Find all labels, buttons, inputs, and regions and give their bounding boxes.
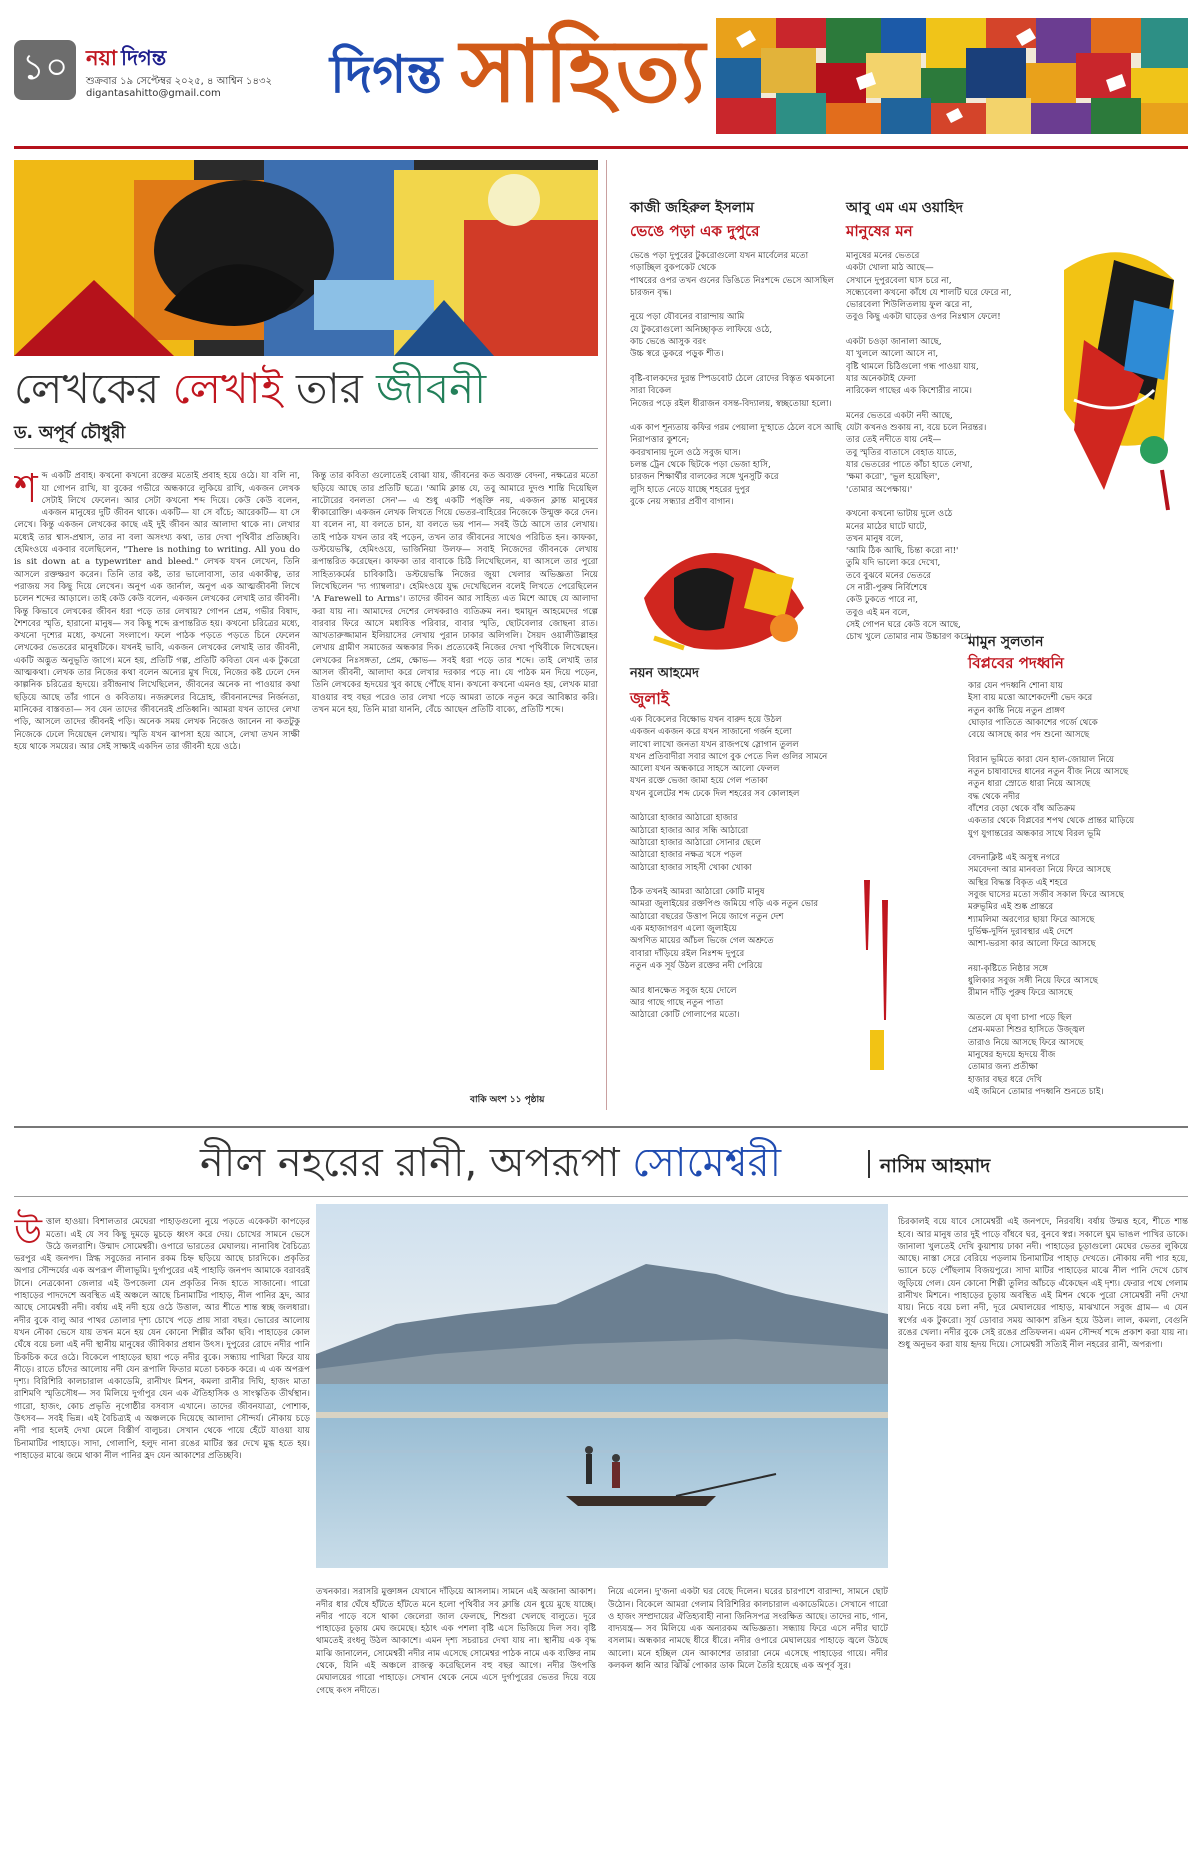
article2-col-mid1-text: তখনকার। সরাসরি মুক্তাঙ্গন যেখানে দাঁড়িয়ে আসলাম। সামনে এই অজানা আকাশ। নদীর ধার ঘেঁষে হাঁটতে হাঁটতে মনে হলো পৃথিবীর সব ক্লান্তি যেন ধুয়ে মুছে যাচ্ছে। নদীর পাড়ে বসে থাকা জেলেরা জাল ফেলছে, শিশুরা খেলছে বালুতে। দূরে পাহাড়ের চূড়ায় মেঘ জমেছে। হঠাৎ এক পশলা বৃষ্টি এসে ভিজিয়ে দিল সব। বৃষ্টি থামতেই রংধনু উঠল আকাশে। এমন দৃশ্য সচরাচর দেখা যায় না। স্থানীয় এক বৃদ্ধ মাঝি জানালেন, সোমেশ্বরী নদীর নাম এসেছে সোমেশ্বর পাঠক নামে এক ব্যক্তির নাম থেকে, যিনি এই অঞ্চলে রাজত্ব করেছিলেন বহু বছর আগে। নদীর উৎপত্তি মেঘালয়ের গারো পাহাড়ে। সেখান থেকে নেমে এসে দুর্গাপুরের ভেতর দিয়ে বয়ে গেছে কংস নদীতে। [316,1587,596,1696]
article1-continued: বাকি অংশ ১১ পৃষ্ঠায় [470,1095,545,1105]
article1-author-rule [14,448,598,449]
page-number: ১০ [21,47,69,88]
article1-col1-text: ব্দ একটি প্রবাহ। কখনো কখনো রক্তের মতোই প্রবাহ হয়ে ওঠে। যা বলি না, যা গোপন রাখি, যা বুকের গভীরে অন্ধকারে লুকিয়ে রাখি, একজন লেখক সেটাই লিখে ফেলেন। আর সেটা কখনো শব্দ দিয়ে। কেউ কেউ বলেন, একজন মানুষের দুটি জীবন থাকে। একটি— যা সে বাঁচে; আরেকটি— যা সে লেখে। কিন্তু একজন লেখকের কাছে এই দুই জীবন আর আলাদা থাকে না। লেখার মধ্যেই তার শ্বাস-প্রশ্বাস, তার না বলা অসংখ্য কথা, তার দেখা পৃথিবীর প্রতিচ্ছবি। হেমিংওয়ে একবার বলেছিলেন, "There is nothing to writing. All you do is sit down at a typewriter and bleed." লেখক যখন লেখেন, তিনি আসলে রক্তক্ষরণ করেন। তিনি তার কষ্ট, তার ভালোবাসা, তার একাকীত্ব, তার পরাজয় সব কিছু দিয়ে লেখেন। অনুপ এক জার্নাল, অনুপ এক আত্মজীবনী লিখে চলেন শব্দের আড়ালে। তাই কেউ কেউ বলেন, একজন লেখকের লেখাই তার জীবনী। কিন্তু কিভাবে লেখকের জীবন ধরা পড়ে তার লেখায়? গোপন প্রেম, গভীর বিষাদ, শৈশবের স্মৃতি, হারানো মানুষ— সব কিছু শব্দে রূপান্তরিত হয়। কখনো চরিত্রের মধ্যে, কখনো দৃশ্যের মধ্যে, কখনো সংলাপে। ফলে পাঠক পড়তে পড়তে চিনে ফেলেন লেখকের ভেতরের মানুষটিকে। যখনই ভাবি, একজন লেখকের লেখাই তার জীবনী, একটি অদ্ভুত অনুভূতি জাগে। মনে হয়, প্রতিটি গল্প, প্রতিটি কবিতা যেন এক টুকরো আত্মকথা। লেখক তার নিজের কথা বলেন অন্যের মুখ দিয়ে, নিজের কষ্ট ঢেলে দেন কাল্পনিক চরিত্রের হৃদয়ে। রবীন্দ্রনাথ লিখেছিলেন, জীবনের অনেক না পাওয়ার কথা ছড়িয়ে আছে তাঁর গানে ও কবিতায়। নজরুলের বিদ্রোহ, জীবনানন্দের নির্জনতা, মানিকের বাস্তবতা— সব যেন তাদের জীবনেরই প্রতিধ্বনি। আমরা যখন তাদের লেখা পড়ি, আসলে তাদের জীবনই পড়ি। অনেক সময় লেখক নিজেও জানেন না কতটুকু নিজেকে ঢেলে দিয়েছেন লেখায়। স্মৃতি যখন ঝাপসা হয়ে আসে, লেখা তখন সাক্ষী হয়ে থাকে সময়ের। আর সেই সাক্ষ্যই একদিন তার জীবনী হয়ে ওঠে। [14,471,300,752]
newspaper-logo [86,42,166,77]
date-line: শুক্রবার ১৯ সেপ্টেম্বর ২০২৫, ৪ আশ্বিন ১৪৩২ [86,76,273,87]
poem4-poet: মামুন সুলতান [968,634,1044,650]
article2-author-separator [868,1150,870,1178]
poem2-title: মানুষের মন [846,222,913,240]
headline-word-4: জীবনী [376,364,487,413]
article2-column-left [14,1204,310,1858]
section-title-word-2: সাহিত্য [460,20,708,122]
article1-author: ড. অপূর্ব চৌধুরী [14,423,126,443]
masthead [0,0,1200,148]
article2-headline-part-1: নীল নহরের রানী, অপরূপা [200,1140,620,1186]
poem3-poet: নয়ন আহমেদ [630,666,699,681]
poem-abstract-painting-middle [634,538,830,656]
headline-word-3: তার [295,364,363,413]
article2-column-mid-2 [608,1574,888,1858]
section-email[interactable]: digantasahitto@gmail.com [86,88,221,99]
article2-headline-part-2: সোমেশ্বরী [632,1140,782,1186]
logo-part-1: নয়া [86,46,117,70]
article-abstract-painting [14,160,598,356]
article2-headline [200,1136,781,1190]
article1-column-2 [312,458,598,1088]
article1-dropcap: শ [14,466,38,513]
headline-word-1: লেখকের [14,364,160,413]
article1-column-1 [14,458,300,1106]
page-number-box [14,40,76,100]
headline-word-2: লেখাই [172,364,283,413]
section-title [330,22,707,132]
poem4-title: বিপ্লবের পদধ্বনি [968,654,1064,672]
somesshwari-river-photo [316,1204,888,1568]
poem1-text: ভেঙে পড়া দুপুরের টুকরোগুলো যখন মার্বেলের মতো গড়াচ্ছিল বুকপকেট থেকে পাথরের ওপর তখন গুনের ডিঙিতে নিঃশব্দে ভেসে আসছিল চারজন বৃদ্ধ। নুয়ে পড়া যৌবনের বারান্দায় আমি যে টুকরোগুলো অনিচ্ছাকৃত লাফিয়ে ওঠে, কাচ ভেঙে আসুক বরং উচ্চ স্বরে ডুকরে পড়ুক শীত। বৃষ্টি-বালকদের দুরন্ত স্পিডবোট ঠেলে রোদের বিস্তৃত থমকানো সারা বিকেল নিজের পড়ে রইল ধীরাজন বসন্ত-বিদ্যালয়, স্বচ্ছতোয়া হলো। এক কাপ শূন্যতায় কফির গরম পেয়ালা দু'হাতে ঠেলে বসে আছি নিরাপত্তার কুশনে; কবরখানায় দুলে ওঠে সবুজ ঘাস। চলন্ত ট্রেন থেকে ছিটকে পড়া ভেজা হাসি, চারজন শিক্ষার্থীর বালকের সঙ্গে খুনসুটি করে লুসি হাতে নেড়ে যাচ্ছে শহরের দুপুর বুকে নেয় সন্ধ্যার প্রবীণ বাগান। [630,251,842,507]
header-rule [14,146,1188,149]
article2-col-mid2-text: নিয়ে এলেন। দু'জনা একটা ঘর বেছে দিলেন। ঘরের চারপাশে বারান্দা, সামনে ছোট উঠোন। বিকেলে আমরা গেলাম বিরিশিরির কালচারাল একাডেমিতে। সেখানে গারো ও হাজং সম্প্রদায়ের ঐতিহ্যবাহী নানা জিনিসপত্র সংরক্ষিত আছে। তাদের নাচ, গান, বাদ্যযন্ত্র— সব মিলিয়ে এক অন্যরকম অভিজ্ঞতা। সন্ধ্যায় ফিরে এসে নদীর ঘাটে বসলাম। অন্ধকার নামছে ধীরে ধীরে। নদীর ওপারে মেঘালয়ের পাহাড়ে জ্বলে উঠছে আলো। মনে হচ্ছিল যেন আকাশের তারারা নেমে এসেছে পাহাড়ের গায়ে। নদীর কলকল ধ্বনি আর ঝিঁঝিঁ পোকার ডাক মিলে তৈরি হয়েছে এক অপূর্ব সুর। [608,1587,888,1672]
poem4-text: কার যেন পদধ্বনি শোনা যায় ইসা বায় মত্তো আশেকদেশী ভেদ করে নতুন কান্তি নিয়ে নতুন প্রাঙ্গণ ঘোড়ার পাতিতে আকাশের গর্জে থেকে বেয়ে আসছে কার পদ শুনো আসছে বিরান ভূমিতে কারা যেন হাল-জোয়াল নিয়ে নতুন চাষাবাদের ধানের নতুন বীজ নিয়ে আসছে নতুন ধারা স্রোতে ধারা নিয়ে আসছে বদ্ধ থেকে নদীর বাঁশের বেড়া থেকে বাঁধ অতিক্রম একতার থেকে বিপ্লবের শপথ থেকে প্রান্তর মাড়িয়ে যুগ যুগান্তরের অন্ধকার সাথে বিরল ভূমি বেদনাক্লিষ্ট এই অসুস্থ নগরে সমবেদনা আর মানবতা নিয়ে ফিরে আসছে অস্থির বিদ্ধস্ত বিকৃত এই শহরে সবুজ ঘাসের মতো সজীব সকাল ফিরে আসছে মরুভূমির এই শুষ্ক প্রান্তরে শ্যামলিমা অরণ্যের ছায়া ফিরে আসছে দুর্ভিক্ষ-দুর্দিন দুরাবস্থার এই দেশে আশা-ভরসা কার আলো ফিরে আসছে নয়া-কৃষ্টিতে নিষ্ঠার সঙ্গে ধুলিকার সবুজ সঙ্গী নিয়ে ফিরে আসছে রীমান দাঁড়ি পুরুষ ফিরে আসছে অতলে যে ঘৃণা চাপা পড়ে ছিল প্রেম-মমতা শিশুর হাসিতে উজ্জ্বল তারাও নিয়ে আসছে ফিরে আসছে মানুষের হৃদয়ে হৃদয়ে বীজ তোমার জন্য প্রতীক্ষা হাজার বছর ধরে দেখি এই জমিনে তোমার পদধ্বনি শুনতে চাই। [968,681,1135,1097]
logo-part-2: দিগন্ত [121,46,167,70]
poem3-text: এক বিকেলের বিক্ষোভ যখন বারুদ হয়ে উঠল একজন একজন করে যখন সাজানো গর্জন হলো লাখো লাখো জনতা যখন রাজপথে স্লোগান তুলল যখন প্রতিবাদীরা সবার আগে বুক পেতে দিল গুলির সামনে আলো যখন অন্ধকারে সাহসে আলো ফেলল যখন রক্তে ভেজা জামা হয়ে গেল পতাকা যখন বুলেটের শব্দ ঢেকে দিল শহরের সব কোলাহল আঠারো হাজার আঠারো হাজার আঠারো হাজার আর সন্ধি আঠারো আঠারো হাজার আঠারো সোনার ছেলে আঠারো হাজার নক্ষত্র খসে পড়ল আঠারো হাজার সাহসী খোকা খোকা ঠিক তখনই আমরা আঠারো কোটি মানুষ আমরা জুলাইয়ের রক্তপিণ্ড জমিয়ে গড়ি এক নতুন ভোর আঠারো বছরের উত্তাপ নিয়ে জাগে নতুন দেশ এক মহাজাগরণ এলো জুলাইয়ে অগণিত মায়ের আঁচল ভিজে গেল অশ্রুতে বাবারা দাঁড়িয়ে রইল নিঃশব্দ দুপুরে নতুন এক সূর্য উঠল রক্তের নদী পেরিয়ে আর ধানক্ষেত সবুজ হয়ে দোলে আর গাছে গাছে নতুন পাতা আঠারো কোটি গোলাপের মতো। [630,715,828,1021]
article2-author: নাসিম আহমাদ [880,1155,991,1177]
article2-top-rule [14,1126,1188,1128]
section-title-word-1: দিগন্ত [330,44,443,105]
poem-abstract-painting-right [1044,230,1192,520]
poem1-poet: কাজী জহিরুল ইসলাম [630,200,754,216]
header-mosaic-art [716,18,1188,134]
poem3-title: জুলাই [630,689,670,708]
article2-headline-rule [14,1196,1188,1197]
article1-col2-text: কিন্তু তার কবিতা গুলোতেই বোঝা যায়, জীবনের কত অব্যক্ত বেদনা, নক্ষত্রের মতো ছড়িয়ে আছে তার প্রতিটি ছত্রে। 'আমি ক্লান্ত যে, তবু আমারে দুদণ্ড শান্তি দিয়েছিল নাটোরের বনলতা সেন'— এ শুধু একটি পঙ্‌ক্তি নয়, একজন ক্লান্ত মানুষের স্বীকারোক্তি। একজন লেখক লিখতে গিয়ে ভেতর-বাহিরের নিজেকে উন্মুক্ত করে দেন। যা বলেন না, যা বলতে চান, যা বলতে ভয় পান— সবই উঠে আসে তার লেখায়। তাই পাঠক যখন তার বই পড়েন, তখন তার জীবনের সাথেও পরিচিত হন। কাফকা, ডস্টয়েভস্কি, হেমিংওয়ে, ভার্জিনিয়া উলফ— সবাই নিজেদের জীবনকে লেখায় রূপান্তরিত করেছেন। কাফকা তার বাবাকে চিঠি লিখেছিলেন, যা আসলে তার পুরো সাহিত্যকর্মের চাবিকাঠি। ডস্টয়েভস্কি নিজের জুয়া খেলার অভিজ্ঞতা নিয়ে লিখেছিলেন 'দ্য গ্যাম্বলার'। হেমিংওয়ে যুদ্ধ দেখেছিলেন বলেই লিখতে পেরেছিলেন 'A Farewell to Arms'। তাদের জীবন আর সাহিত্য এত মিশে আছে যে আলাদা করা যায় না। আমাদের দেশের লেখকরাও ব্যতিক্রম নন। হুমায়ূন আহমেদের গল্পে বারবার ফিরে আসে মধ্যবিত্ত পরিবার, বাবার স্মৃতি, ছোটবেলার জোছনা রাত। আখতারুজ্জামান ইলিয়াসের লেখায় পুরান ঢাকার অলিগলি। সৈয়দ ওয়ালীউল্লাহর লেখায় গ্রামীণ সমাজের অন্ধকার দিক। প্রত্যেকেই নিজের দেখা পৃথিবীকে লিখেছেন। লেখকের নিঃসঙ্গতা, প্রেম, ক্ষোভ— সবই ধরা পড়ে তার শব্দে। তাই লেখাই তার আসল জীবনী, আলাদা করে লেখার দরকার পড়ে না। যে পাঠক মন দিয়ে পড়েন, তিনি লেখকের হৃদয়ের খুব কাছে পৌঁছে যান। কখনো কখনো এমনও হয়, লেখক মারা যাওয়ার বহু বছর পরেও তার লেখা পড়ে আমরা তাকে নতুন করে আবিষ্কার করি। তখন মনে হয়, তিনি মারা যাননি, বেঁচে আছেন প্রতিটি বাক্যে, প্রতিটি শব্দে। [312,471,598,715]
article1-headline [14,364,486,414]
red-drips-decoration [856,880,902,1080]
poem1-title: ভেঙে পড়া এক দুপুরে [630,222,760,240]
article2-column-mid-1 [316,1574,596,1858]
article2-col-right-text: চিরকালই বয়ে যাবে সোমেশ্বরী এই জনপদে, নিরবধি। বর্ষায় উন্মত্ত হবে, শীতে শান্ত হবে। আর মানুষ তার দুই পাড়ে বাঁধবে ঘর, বুনবে স্বপ্ন। সকালে ঘুম ভাঙল পাখির ডাকে। জানালা খুলতেই দেখি কুয়াশায় ঢাকা নদী। পাহাড়ের চূড়াগুলো মেঘের ভেতর লুকিয়ে আছে। নাস্তা সেরে বেরিয়ে পড়লাম চিনামাটির পাহাড় দেখতে। নৌকায় নদী পার হয়ে, ভ্যানে চড়ে পৌঁছলাম বিজয়পুরে। সাদা মাটির পাহাড়ের মাঝে নীল পানি দেখে চোখ জুড়িয়ে গেল। যেন কোনো শিল্পী তুলির আঁচড়ে এঁকেছেন এই দৃশ্য। ফেরার পথে গেলাম রানীখং মিশনে। পাহাড়ের চূড়ায় অবস্থিত এই মিশন থেকে পুরো সোমেশ্বরী নদী দেখা যায়। নিচে বয়ে চলা নদী, দূরে মেঘালয়ের পাহাড়, মাঝখানে সবুজ গ্রাম— এ যেন স্বর্গের এক টুকরো। সূর্য ডোবার সময় আকাশ রঙিন হয়ে উঠল। লাল, কমলা, বেগুনি রঙের খেলা। নদীর বুকে সেই রঙের প্রতিফলন। এমন সৌন্দর্য শব্দে প্রকাশ করা যায় না। শুধু অনুভব করা যায় হৃদয় দিয়ে। সোমেশ্বরী সত্যিই নীল নহরের রানী, অপরূপা। [898,1217,1188,1351]
article2-dropcap: উ [14,1212,43,1254]
column-divider [606,160,607,1110]
article2-column-right [898,1204,1188,1858]
article2-col-left-text: ত্তাল হাওয়া। বিশালতার মেঘেরা পাহাড়গুলো নুয়ে পড়তে একেকটা কাপড়ের মতো। এই যে সব কিছু দুমড়ে মুচড়ে ধ্বংস করে দেয়। চোখের সামনে ভেসে উঠে জলরাশি। উন্মাদ সোমেশ্বরী। ওপারে ভারতের মেঘালয়। নানাবিধ বৈচিত্র্যে ভরপুর এই জনপদ। স্নিগ্ধ সবুজের নানান রকম চিহ্ন ছড়িয়ে আছে চারদিকে। প্রকৃতির অপার সৌন্দর্যের এক অপরূপ লীলাভূমি। দুর্গাপুরের এই পাহাড়ি জনপদ আমাকে বরাবরই টানে। নেত্রকোনা জেলার এই উপজেলা যেন প্রকৃতির নিজ হাতে সাজানো। গারো পাহাড়ের পাদদেশে অবস্থিত এই অঞ্চলে আছে চিনামাটির পাহাড়, নীল পানির হ্রদ, আর আছে সোমেশ্বরী নদী। বর্ষায় এই নদী হয়ে ওঠে উত্তাল, আর শীতে শান্ত স্বচ্ছ জলধারা। নদীর বুকে বালু আর পাথর তোলার দৃশ্য চোখে পড়ে প্রায় সারা বছর। ভোরের আলোয় যখন নৌকা ভেসে যায় তখন মনে হয় যেন কোনো শিল্পীর আঁকা ছবি। পাহাড়ের কোল ঘেঁষে বয়ে চলা এই নদী স্থানীয় মানুষের জীবিকার প্রধান উৎস। দুপুরের রোদে নদীর পানি চিকচিক করে ওঠে। বিকেলে পাহাড়ের ছায়া পড়ে নদীর বুকে। সন্ধ্যায় পাখিরা ফিরে যায় নীড়ে। রাতে চাঁদের আলোয় নদী যেন রূপালি ফিতার মতো চকচক করে। এ এক অপরূপ দৃশ্য। বিরিশিরি কালচারাল একাডেমি, রানীখং মিশন, কমলা রানীর দিঘি, হাজং মাতা রাশিমণি স্মৃতিসৌধ— সব মিলিয়ে দুর্গাপুর যেন এক ঐতিহাসিক ও সাংস্কৃতিক তীর্থস্থান। গারো, হাজং, কোচ প্রভৃতি নৃগোষ্ঠীর বসবাস এখানে। তাদের জীবনযাত্রা, পোশাক, উৎসব— সবই ভিন্ন। এই বৈচিত্র্যই এ অঞ্চলকে দিয়েছে আলাদা সৌন্দর্য। নৌকায় চড়ে নদী পার হলেই দেখা মেলে বিস্তীর্ণ বালুচর। সেখান থেকে পায়ে হেঁটে যাওয়া যায় চিনামাটির পাহাড়ে। সাদা, গোলাপি, হলুদ নানা রঙের মাটির স্তর দেখে মুগ্ধ হতে হয়। পাহাড়ের মাঝে জমে থাকা নীল পানির হ্রদ যেন আকাশের প্রতিচ্ছবি। [14,1217,310,1461]
poem2-poet: আবু এম এম ওয়াহিদ [846,200,963,216]
poem2-text: মানুষের মনের ভেতরে একটা খোলা মাঠ আছে— সেখানে দুপুরবেলা ঘাস চরে না, সন্ধ্যেবেলা কখনো কাঁধে যে শালটি ঘরে ফেরে না, ভোরবেলা শিউলিতলায় ফুল ঝরে না, তবুও কিছু একটা ঘাড়ের ওপর নিঃশ্বাস ফেলে! একটা চওড়া জানালা আছে, যা খুললে আলো আসে না, বৃষ্টি থামলে চিঠিগুলো গন্ধ পাওয়া যায়, যার অনেকটাই ফেলা নারিকেল গাছের এক কিশোরীর নামে। মনের ভেতরে একটা নদী আছে, যেটা কখনও শুকায় না, বয়ে চলে নিরন্তর। তার তেই নদীতে যায় নেই— তবু স্মৃতির বাতাসে বেহাত যাতে, যার ভেতরের পাতে কাঁচা হাতে লেখা, 'ক্ষমা করো', 'ভুল হয়েছিল', 'তোমার অপেক্ষায়।' কখনো কখনো ভাটায় দুলে ওঠে মনের মাঠের ঘাটে ঘাটে, তখন মানুষ বলে, 'আমি ঠিক আছি, চিন্তা করো না!' তুমি যদি ভালো করে দেখো, তবে বুঝবে মনের ভেতরে সে নারী-পুরুষ নির্বিশেষে কেউ ঢুকতে পারে না, তবুও এই মন বলে, সেই গোপন ঘরে কেউ বসে আছে, চোখ খুলে তোমার নাম উচ্চারণ করে। [846,251,1012,643]
